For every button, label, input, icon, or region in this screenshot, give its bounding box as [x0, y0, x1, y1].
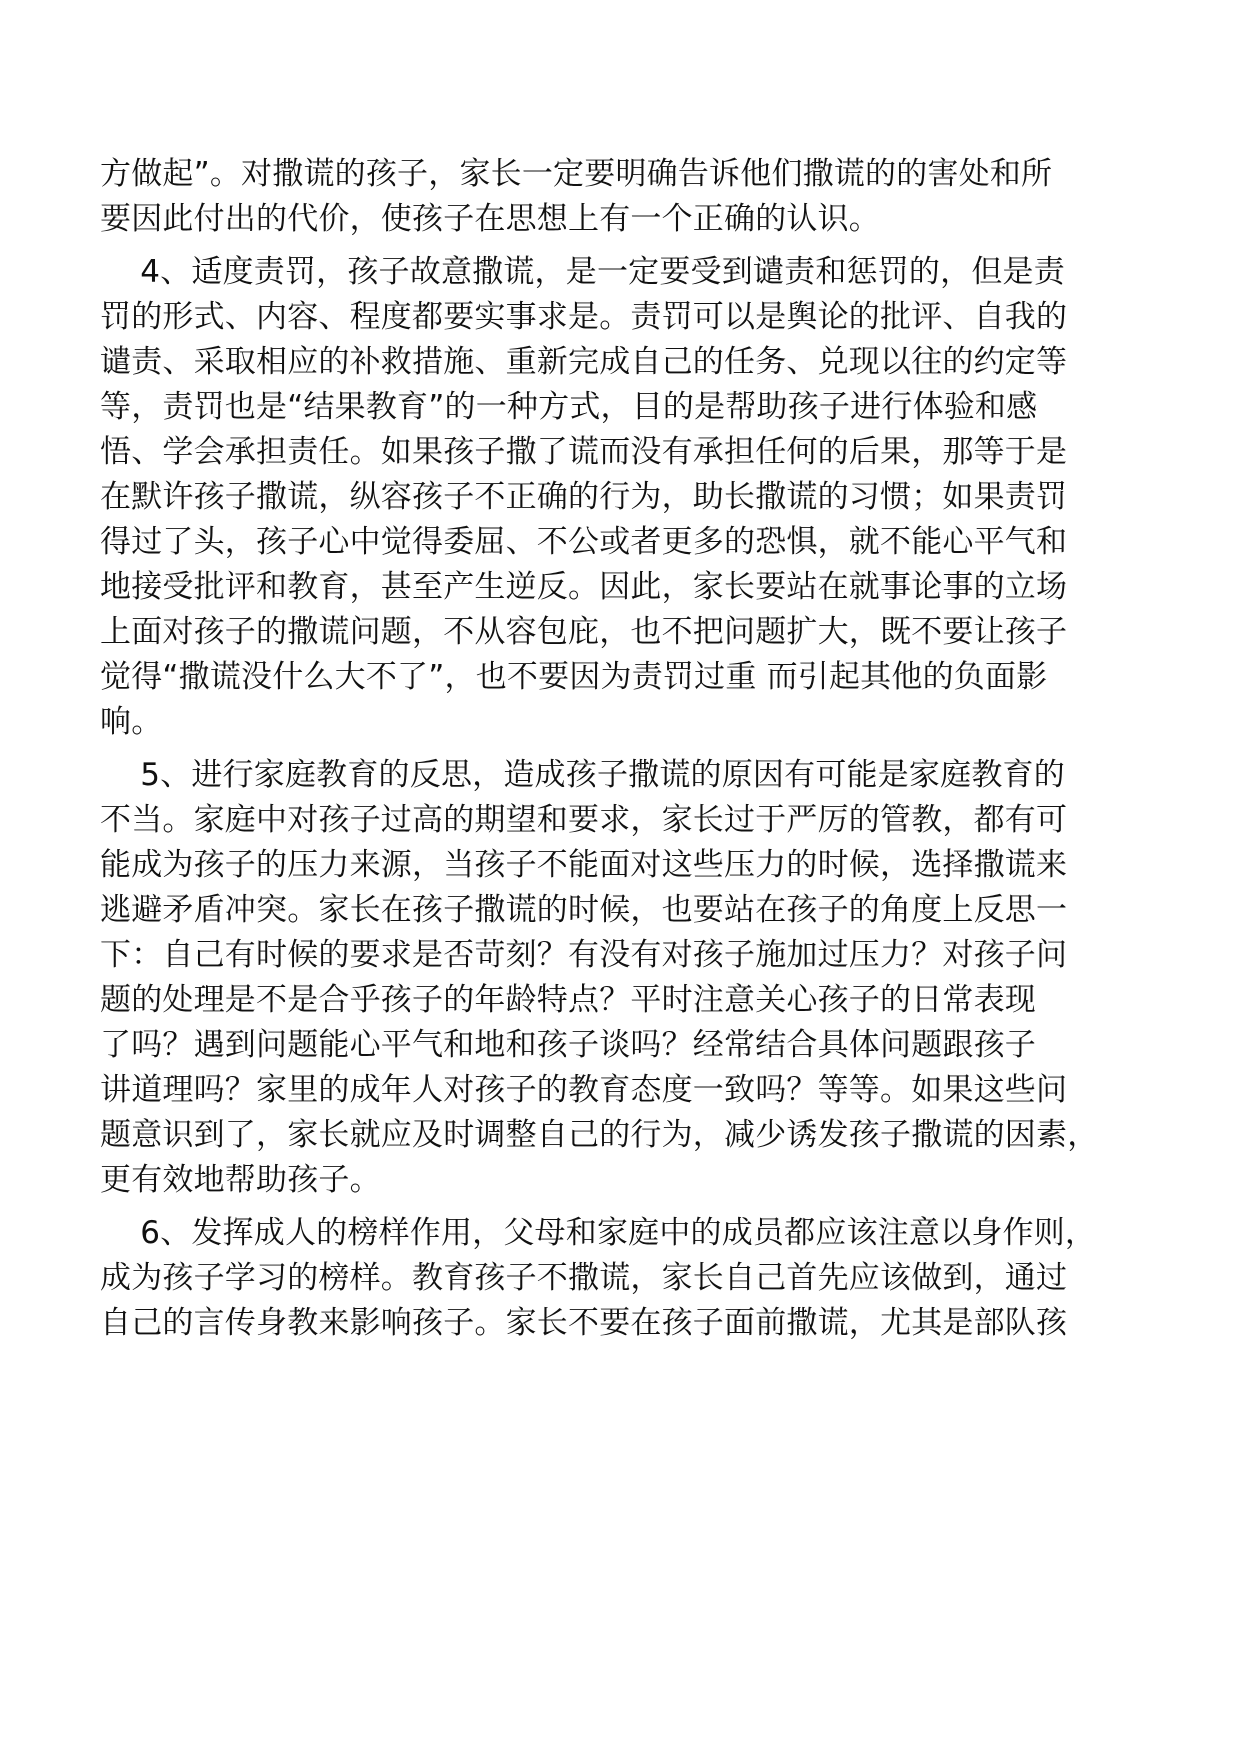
text-line: 要因此付出的代价，使孩子在思想上有一个正确的认识。: [100, 201, 880, 237]
text-line: 在默许孩子撒谎，纵容孩子不正确的行为，助长撒谎的习惯；如果责罚: [100, 479, 1068, 515]
text-line: 讲道理吗？家里的成年人对孩子的教育态度一致吗？等等。如果这些问: [100, 1072, 1068, 1108]
text-line: 成为孩子学习的榜样。教育孩子不撒谎，家长自己首先应该做到，通过: [100, 1260, 1068, 1296]
text-line: 地接受批评和教育，甚至产生逆反。因此，家长要站在就事论事的立场: [100, 569, 1068, 605]
text-line: 了吗？遇到问题能心平气和地和孩子谈吗？经常结合具体问题跟孩子: [100, 1027, 1036, 1063]
text-line: 自己的言传身教来影响孩子。家长不要在孩子面前撒谎，尤其是部队孩: [100, 1305, 1068, 1341]
text-line: 悟、学会承担责任。如果孩子撒了谎而没有承担任何的后果，那等于是: [100, 434, 1068, 470]
paragraph-gap: [100, 745, 1130, 753]
paragraph-gap: [100, 1203, 1130, 1211]
text-line: 能成为孩子的压力来源，当孩子不能面对这些压力的时候，选择撒谎来: [100, 847, 1068, 883]
text-line: 上面对孩子的撒谎问题，不从容包庇，也不把问题扩大，既不要让孩子: [100, 614, 1068, 650]
text-line: 题的处理是不是合乎孩子的年龄特点？平时注意关心孩子的日常表现: [100, 982, 1036, 1018]
text-line: 5、进行家庭教育的反思，造成孩子撒谎的原因有可能是家庭教育的: [100, 757, 1065, 793]
text-line: 题意识到了，家长就应及时调整自己的行为，减少诱发孩子撒谎的因素，: [100, 1117, 1099, 1153]
text-line: 更有效地帮助孩子。: [100, 1162, 381, 1198]
document-body: [100, 152, 1130, 1346]
text-line: 得过了头，孩子心中觉得委屈、不公或者更多的恐惧，就不能心平气和: [100, 524, 1068, 560]
text-line: 响。: [100, 704, 163, 740]
text-line: 逃避矛盾冲突。家长在孩子撒谎的时候，也要站在孩子的角度上反思一: [100, 892, 1068, 928]
text-line: 不当。家庭中对孩子过高的期望和要求，家长过于严厉的管教，都有可: [100, 802, 1068, 838]
text-line: 觉得“撒谎没什么大不了”，也不要因为责罚过重 而引起其他的负面影: [100, 659, 1048, 695]
text-line: 4、适度责罚，孩子故意撒谎，是一定要受到谴责和惩罚的，但是责: [100, 254, 1065, 290]
text-line: 6、发挥成人的榜样作用，父母和家庭中的成员都应该注意以身作则，: [100, 1215, 1097, 1251]
paragraph-gap: [100, 242, 1130, 250]
text-line: 罚的形式、内容、程度都要实事求是。责罚可以是舆论的批评、自我的: [100, 299, 1068, 335]
text-line: 谴责、采取相应的补救措施、重新完成自己的任务、兑现以往的约定等: [100, 344, 1068, 380]
text-line: 下：自己有时候的要求是否苛刻？有没有对孩子施加过压力？对孩子问: [100, 937, 1068, 973]
text-line: 等，责罚也是“结果教育”的一种方式，目的是帮助孩子进行体验和感: [100, 389, 1038, 425]
text-line: 方做起”。对撒谎的孩子，家长一定要明确告诉他们撒谎的的害处和所: [100, 156, 1053, 192]
